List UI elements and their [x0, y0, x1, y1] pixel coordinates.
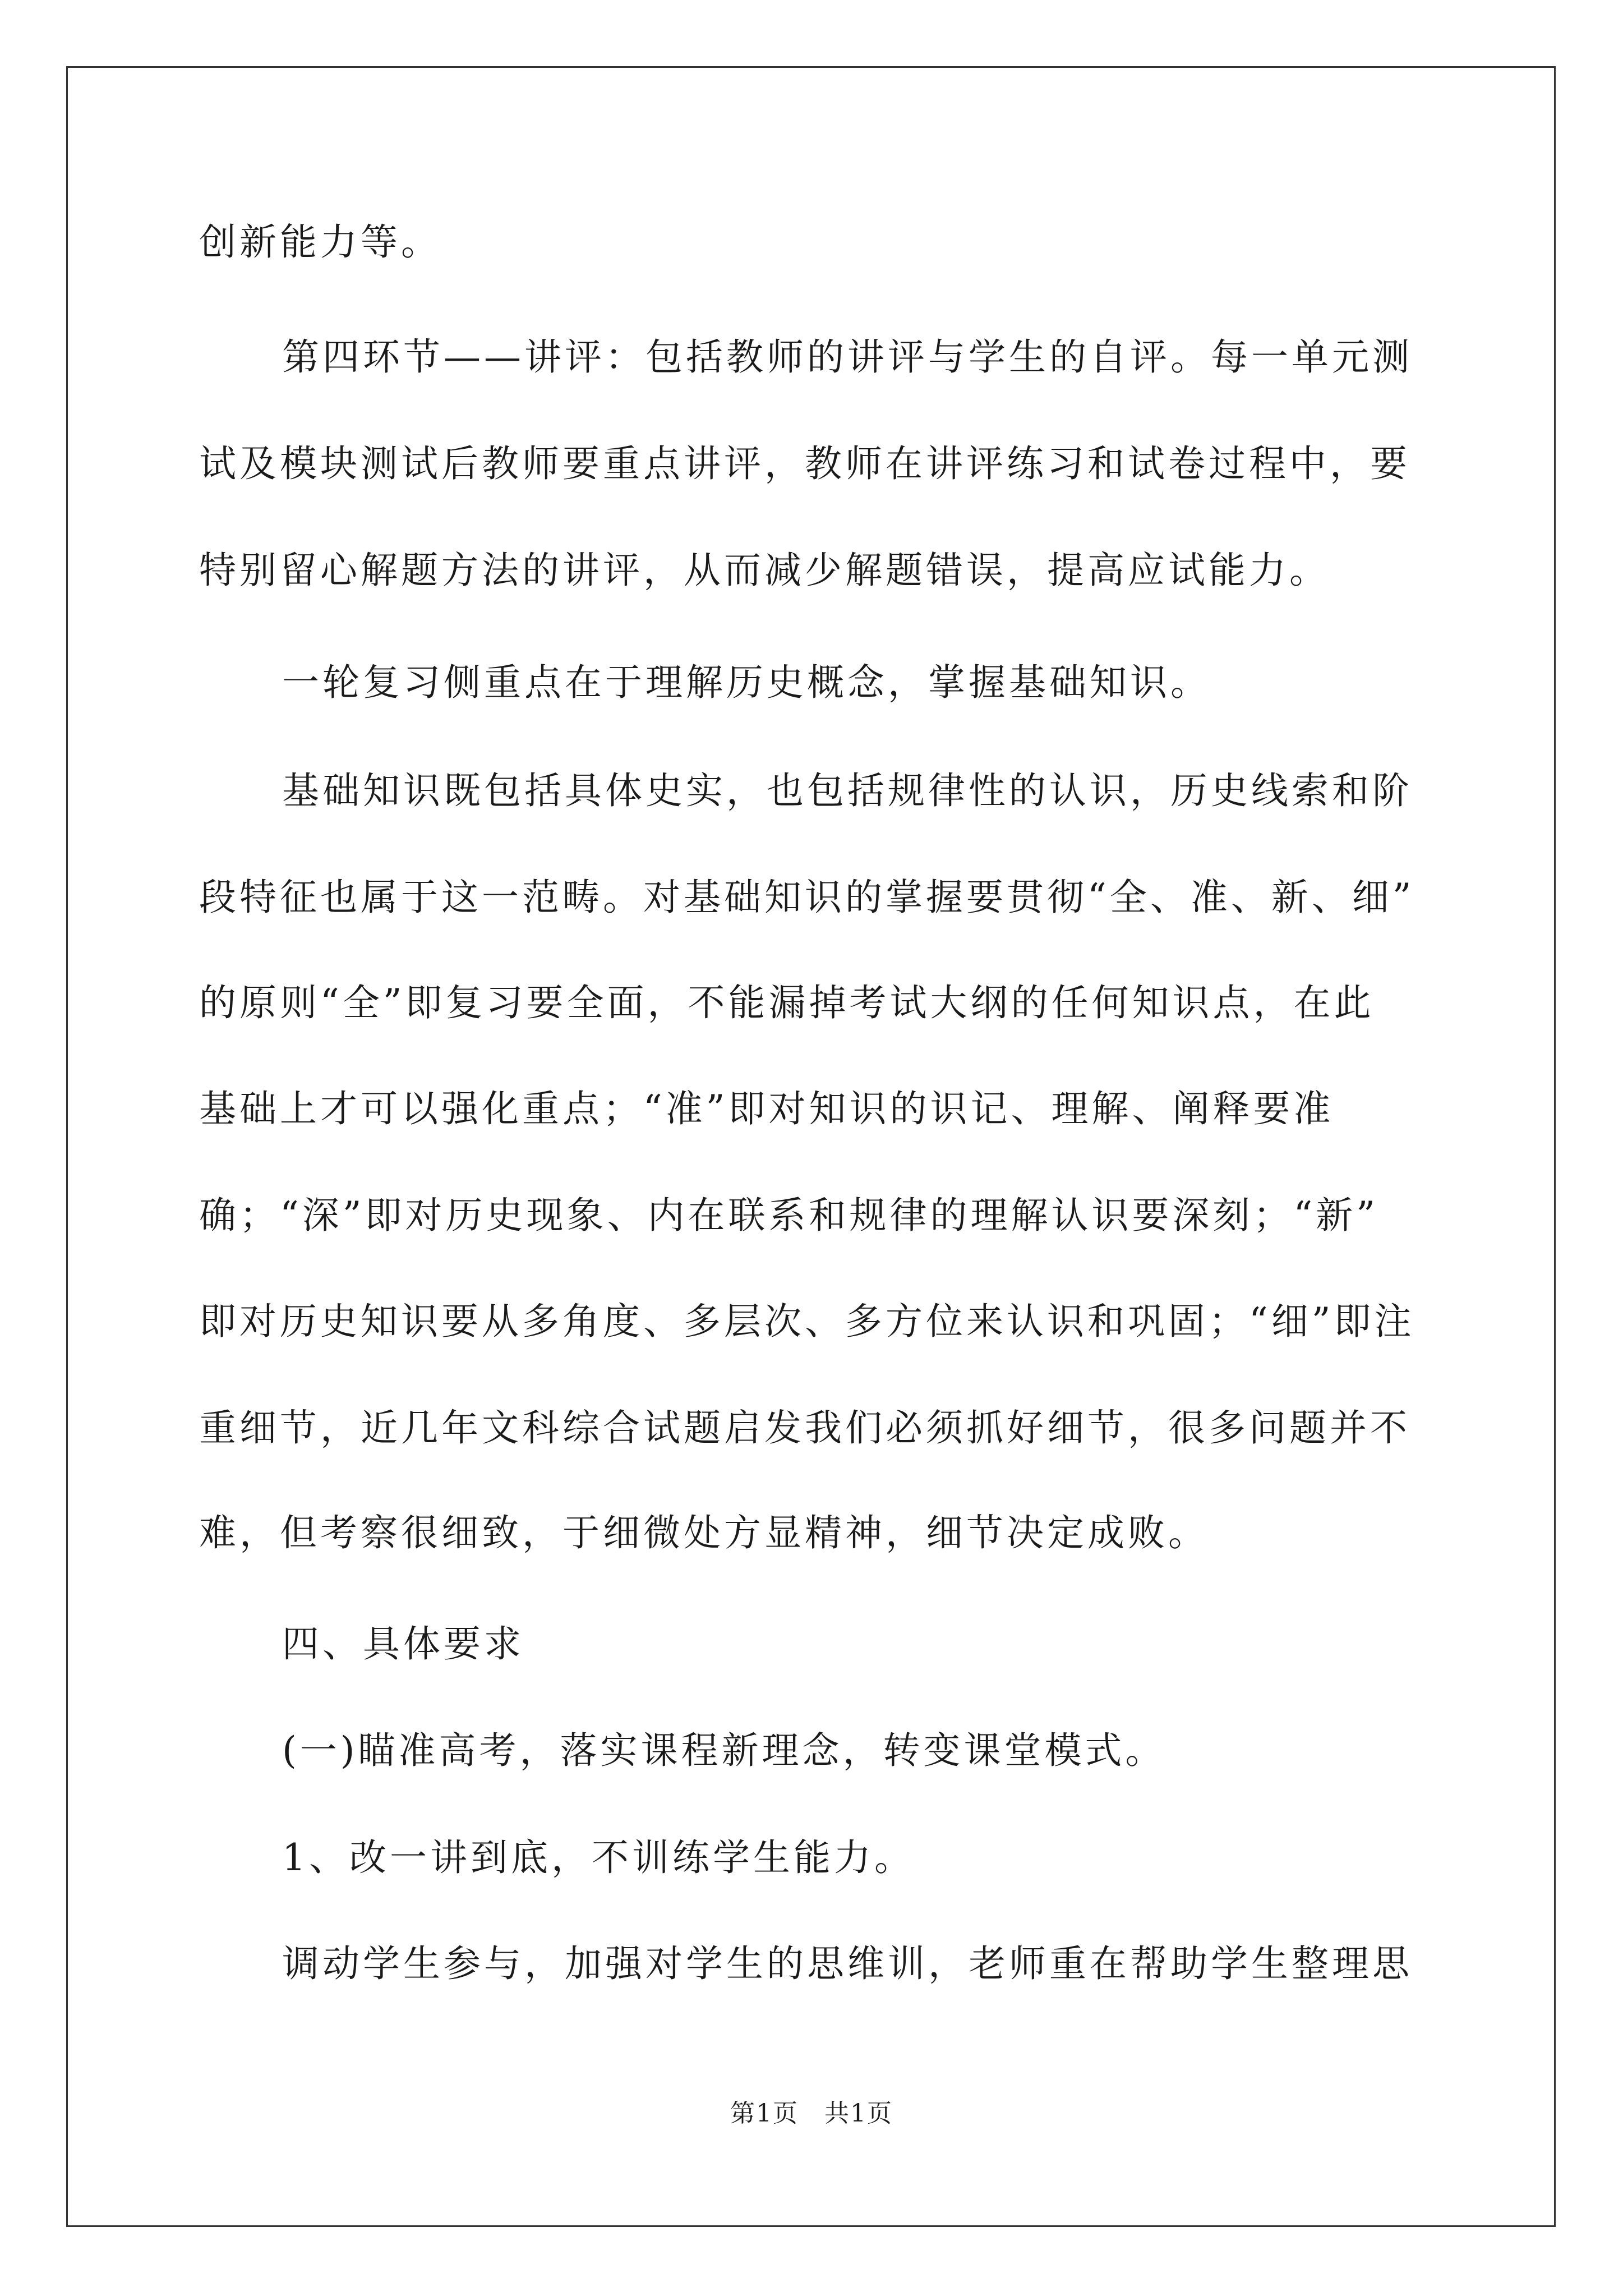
text-line-1: 创新能力等。 — [199, 220, 441, 264]
section-heading: 四、具体要求 — [282, 1622, 524, 1665]
text-line-13: 难，但考察很细致，于细微处方显精神，细节决定成败。 — [199, 1511, 1209, 1554]
text-line-12: 重细节，近几年文科综合试题启发我们必须抓好细节，很多问题并不 — [199, 1406, 1410, 1450]
text-line-4: 特别留心解题方法的讲评，从而减少解题错误，提高应试能力。 — [199, 549, 1330, 592]
text-line-6: 基础知识既包括具体史实，也包括规律性的认识，历史线索和阶 — [282, 769, 1413, 812]
text-line-7: 段特征也属于这一范畴。对基础知识的掌握要贯彻“全、准、新、细” — [199, 876, 1415, 919]
page-border — [66, 66, 1556, 2227]
item-heading: 1、改一讲到底，不训练学生能力。 — [282, 1836, 915, 1879]
text-line-3: 试及模块测试后教师要重点讲评，教师在讲评练习和试卷过程中，要 — [199, 442, 1410, 485]
text-line-17: 调动学生参与，加强对学生的思维训，老师重在帮助学生整理思 — [282, 1942, 1413, 1985]
text-line-9: 基础上才可以强化重点；“准”即对知识的识记、理解、阐释要准 — [199, 1087, 1334, 1130]
text-line-11: 即对历史知识要从多角度、多层次、多方位来认识和巩固；“细”即注 — [199, 1300, 1415, 1343]
page-number-footer: 第1页 共1页 — [730, 2099, 893, 2128]
text-line-5: 一轮复习侧重点在于理解历史概念，掌握基础知识。 — [282, 661, 1211, 704]
text-line-2: 第四环节——讲评：包括教师的讲评与学生的自评。每一单元测 — [282, 335, 1413, 379]
text-line-8: 的原则“全”即复习要全面，不能漏掉考试大纲的任何知识点，在此 — [199, 981, 1375, 1024]
subsection-heading: (一)瞄准高考，落实课程新理念，转变课堂模式。 — [282, 1729, 1166, 1772]
text-line-10: 确；“深”即对历史现象、内在联系和规律的理解认识要深刻；“新” — [199, 1194, 1378, 1237]
